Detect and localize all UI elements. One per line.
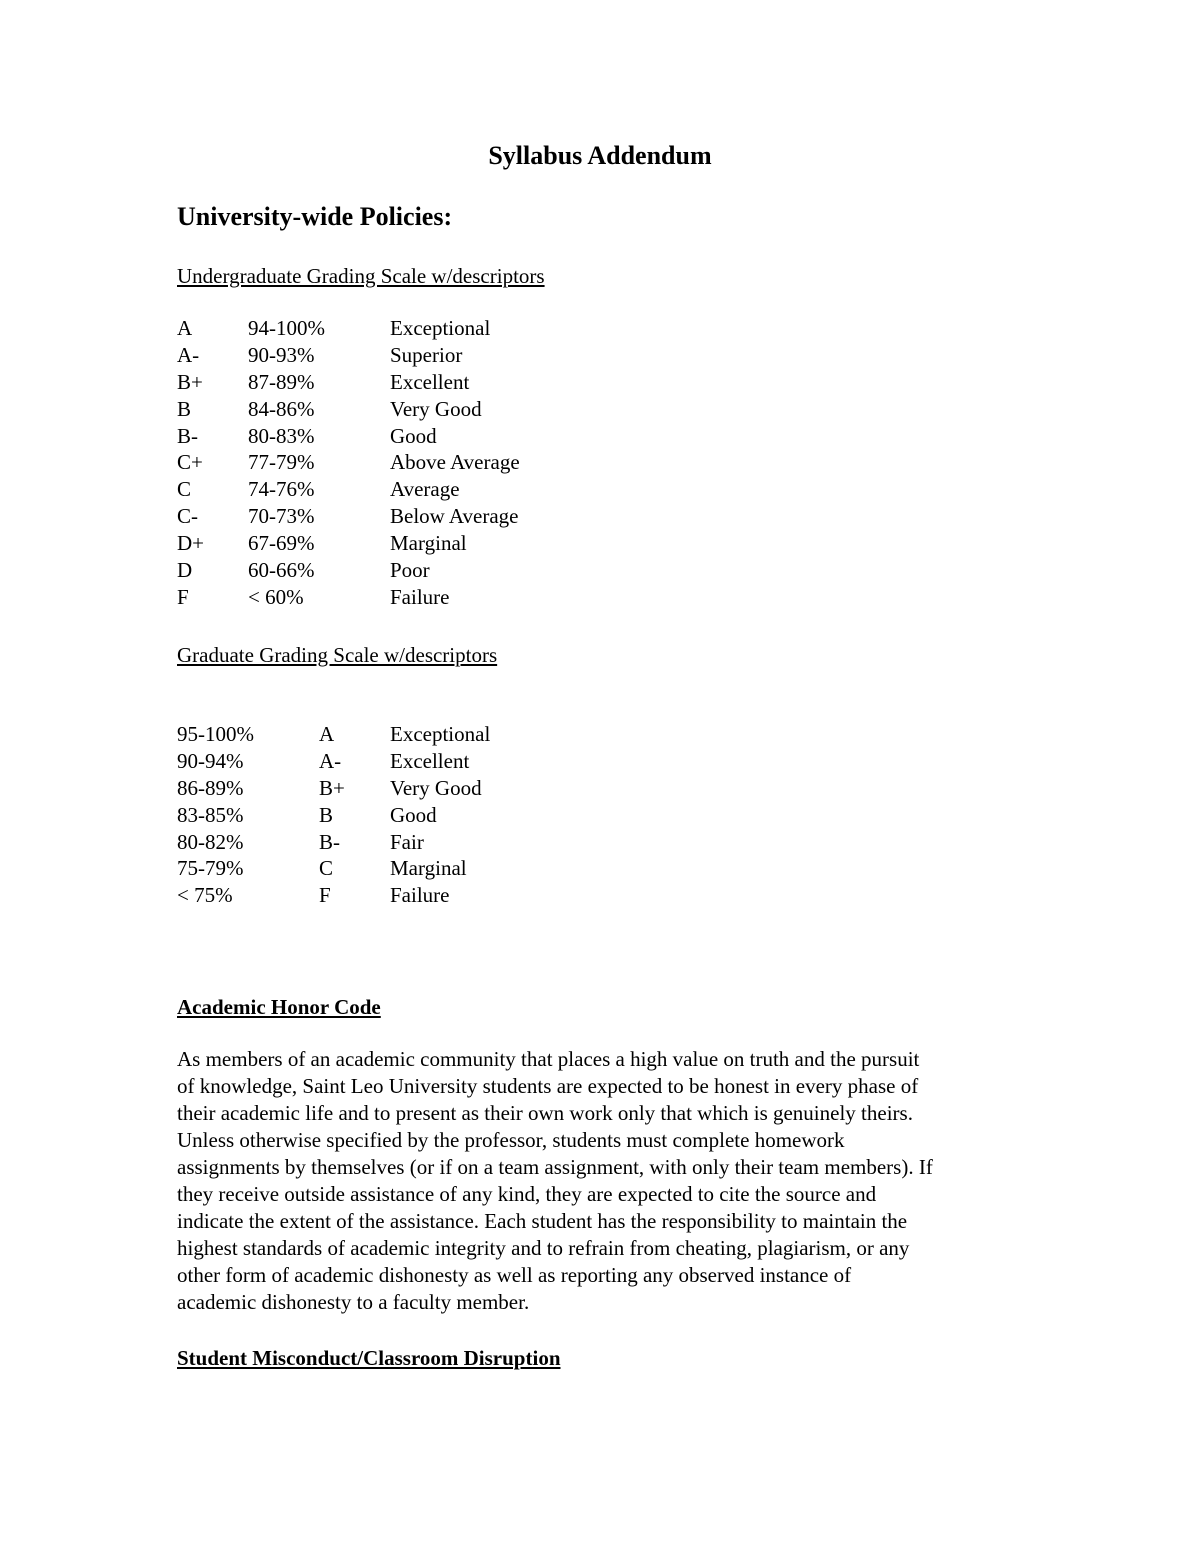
grade-descriptor: Marginal bbox=[390, 856, 467, 881]
honor-code-paragraph bbox=[177, 1046, 1037, 1316]
grade-letter: C bbox=[177, 477, 192, 502]
graduate-scale-heading: Graduate Grading Scale w/descriptors bbox=[177, 643, 498, 667]
grade-letter: B- bbox=[177, 423, 198, 448]
grade-range: 83-85% bbox=[177, 802, 244, 827]
honor-code-heading: Academic Honor Code bbox=[177, 995, 381, 1019]
grade-descriptor: Marginal bbox=[390, 531, 467, 556]
grade-descriptor: Exceptional bbox=[390, 722, 491, 746]
grade-letter: F bbox=[177, 584, 189, 609]
grade-letter: C bbox=[319, 856, 334, 881]
paragraph-line: academic dishonesty to a faculty member. bbox=[177, 1290, 530, 1314]
paragraph-line: indicate the extent of the assistance. Each student has the responsibility to maintain the bbox=[177, 1209, 908, 1233]
grade-letter: B+ bbox=[177, 369, 203, 394]
paragraph-line: of knowledge, Saint Leo University students are expected to be honest in every phase of bbox=[177, 1074, 919, 1098]
grade-descriptor: Very Good bbox=[390, 775, 482, 800]
grade-range: 80-83% bbox=[248, 423, 315, 448]
grade-range: < 60% bbox=[248, 584, 304, 609]
grade-range: 90-93% bbox=[248, 342, 315, 367]
grade-letter: B+ bbox=[319, 775, 345, 800]
grade-letter: D+ bbox=[177, 531, 205, 556]
grade-range: 70-73% bbox=[248, 504, 315, 529]
grade-range: 87-89% bbox=[248, 369, 315, 394]
grade-descriptor: Failure bbox=[390, 883, 450, 908]
grade-letter: C+ bbox=[177, 450, 203, 475]
grade-descriptor: Fair bbox=[390, 829, 424, 854]
grade-descriptor: Excellent bbox=[390, 748, 470, 773]
grade-descriptor: Failure bbox=[390, 584, 450, 609]
grade-descriptor: Superior bbox=[390, 342, 463, 367]
grade-letter: F bbox=[319, 883, 331, 908]
section-heading: University-wide Policies: bbox=[177, 202, 453, 231]
grade-descriptor: Exceptional bbox=[390, 316, 491, 340]
grade-descriptor: Good bbox=[390, 423, 437, 448]
paragraph-line: other form of academic dishonesty as well as reporting any observed instance of bbox=[177, 1263, 852, 1287]
grade-descriptor: Average bbox=[390, 477, 460, 502]
paragraph-line: Unless otherwise specified by the professor, students must complete homework bbox=[177, 1128, 845, 1152]
grade-descriptor: Below Average bbox=[390, 504, 519, 529]
grade-letter: A- bbox=[177, 342, 200, 367]
grade-letter: B- bbox=[319, 829, 340, 854]
grade-letter: A bbox=[319, 722, 335, 746]
grade-descriptor: Excellent bbox=[390, 369, 470, 394]
grade-range: 60-66% bbox=[248, 558, 315, 583]
undergrad-scale-heading: Undergraduate Grading Scale w/descriptors bbox=[177, 264, 545, 288]
grade-descriptor: Poor bbox=[390, 558, 430, 583]
grade-range: 90-94% bbox=[177, 748, 244, 773]
page-title: Syllabus Addendum bbox=[488, 141, 712, 170]
grade-letter: A- bbox=[319, 748, 342, 773]
grade-range: 95-100% bbox=[177, 722, 254, 746]
grade-range: 94-100% bbox=[248, 316, 325, 340]
grade-letter: B bbox=[319, 802, 334, 827]
paragraph-line: As members of an academic community that places a high value on truth and the pursuit bbox=[177, 1047, 920, 1071]
grade-letter: B bbox=[177, 396, 192, 421]
grade-descriptor: Good bbox=[390, 802, 437, 827]
grade-range: 77-79% bbox=[248, 450, 315, 475]
paragraph-line: they receive outside assistance of any kind, they are expected to cite the source and bbox=[177, 1182, 877, 1206]
grade-letter: A bbox=[177, 316, 193, 340]
grade-descriptor: Above Average bbox=[390, 450, 520, 475]
paragraph-line: highest standards of academic integrity and to refrain from cheating, plagiarism, or any bbox=[177, 1236, 910, 1260]
grade-descriptor: Very Good bbox=[390, 396, 482, 421]
grade-range: 84-86% bbox=[248, 396, 315, 421]
grade-range: 75-79% bbox=[177, 856, 244, 881]
grade-range: < 75% bbox=[177, 883, 233, 908]
grade-range: 86-89% bbox=[177, 775, 244, 800]
paragraph-line: assignments by themselves (or if on a team assignment, with only their team members). If bbox=[177, 1155, 933, 1179]
grade-letter: D bbox=[177, 558, 193, 583]
grade-range: 67-69% bbox=[248, 531, 315, 556]
grade-range: 74-76% bbox=[248, 477, 315, 502]
misconduct-heading: Student Misconduct/Classroom Disruption bbox=[177, 1346, 561, 1370]
paragraph-line: their academic life and to present as their own work only that which is genuinely theirs. bbox=[177, 1101, 913, 1125]
grade-letter: C- bbox=[177, 504, 198, 529]
grade-range: 80-82% bbox=[177, 829, 244, 854]
